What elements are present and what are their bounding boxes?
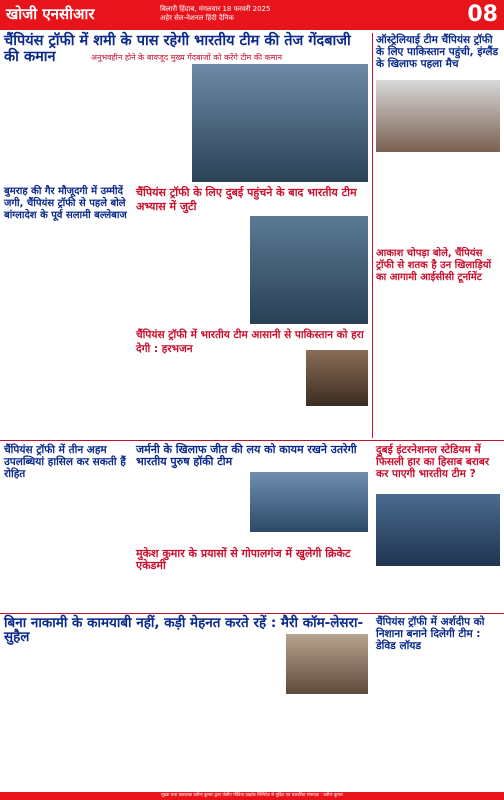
arshdeep-body	[376, 652, 500, 788]
bumrah-headline: बुमराह की गैर मौजूदगी में उम्मीदें जगी, चैंपियंस ट्रॉफी से पहले बोले बांग्लादेश के पूर्व सलामी बल्लेबाज	[4, 186, 127, 221]
column-divider	[372, 33, 373, 438]
germany-headline: जर्मनी के खिलाफ जीत की लय को कायम रखने उतरेगी भारतीय पुरुष हॉकी टीम	[136, 443, 357, 468]
dubai-practice-body	[136, 216, 246, 324]
arshdeep-headline: चैंपियंस ट्रॉफी में अर्शदीप को निशाना बनाने दिलेगी टीम : डेविड लॉयड	[376, 616, 485, 652]
germany-photo	[250, 472, 368, 532]
australia-photo	[376, 80, 500, 152]
australia-body	[376, 156, 500, 244]
lead-headline: चैंपियंस ट्रॉफी में शमी के पास रहेगी भारतीय टीम की तेज गेंदबाजी की कमान	[4, 33, 351, 65]
masthead	[0, 0, 504, 30]
akash-body	[376, 288, 500, 436]
footer-imprint: मुद्रक तथा प्रकाशक प्रवीण कुमार द्वारा जेबीए मीडिया प्राइवेट लिमिटेड से मुद्रित एवं प्रकाशित संपादक : प्रवीण कुमार	[0, 792, 504, 800]
bina-body-col-2	[98, 634, 188, 788]
australia-headline: ऑस्ट्रेलियाई टीम चैंपियंस ट्रॉफी के लिए पाकिस्तान पहुंची, इंग्लैंड के खिलाफ पहला मैच	[376, 34, 499, 70]
lead-body-col-2	[98, 64, 188, 182]
dubai-stadium-photo	[376, 494, 500, 566]
masthead-dateline: बिलारी हिंदाब, मंगलवार 18 फरवरी 2025 अहेर सेल-नेशनल हिंदी दैनिक	[160, 5, 271, 22]
lead-subhead: अनुभवहीन होने के बावजूद मुख्य गेंदबाजों को करेंगे टीम की कमान	[90, 53, 283, 62]
dubai-practice-headline: चैंपियंस ट्रॉफी के लिए दुबई पहुंचने के बाद भारतीय टीम अभ्यास में जुटी	[136, 186, 357, 213]
dubai-stadium-headline: दुबई इंटरनेशनल स्टेडियम में फिसली हार का हिसाब बराबर कर पाएगी भारतीय टीम ?	[376, 444, 490, 480]
mukesh-headline: मुकेश कुमार के प्रयासों से गोपालगंज में खुलेगी क्रिकेट एकेडमी	[136, 547, 351, 572]
bina-photo	[286, 634, 368, 694]
dubai-practice-photo	[250, 216, 368, 324]
lead-photo	[192, 64, 368, 182]
bina-body-col-4	[286, 698, 368, 788]
three-records-body	[4, 494, 130, 610]
section-divider	[0, 440, 504, 441]
bina-body-col-1	[4, 634, 94, 788]
harbhajan-photo	[306, 350, 368, 406]
bina-headline: बिना नाकामी के कामयाबी नहीं, कड़ी मेहनत करते रहें : मैरी कॉम-लेसरा-सुहैल	[4, 615, 364, 645]
three-records-headline: चैंपियंस ट्रॉफी में तीन अहम उपलब्धियां हासिल कर सकती हैं रोहित	[4, 444, 126, 480]
bumrah-body	[4, 236, 130, 336]
dubai-stadium-body	[376, 570, 500, 610]
mukesh-body	[136, 576, 368, 610]
lead-body-col-1	[4, 64, 94, 182]
section-divider-2	[0, 613, 504, 614]
harbhajan-headline: चैंपियंस ट्रॉफी में भारतीय टीम आसानी से पाकिस्तान को हरा देगी : हरभजन	[136, 329, 364, 355]
page-number: 08	[467, 2, 498, 27]
bina-body-col-3	[192, 634, 282, 788]
akash-headline: आकाश चोपड़ा बोले, चैंपियंस ट्रॉफी से शतक है उन खिलाड़ियों का आगामी आईसीसी टूर्नामेंट	[376, 248, 492, 283]
masthead-title: खोजी एनसीआर	[6, 5, 95, 23]
